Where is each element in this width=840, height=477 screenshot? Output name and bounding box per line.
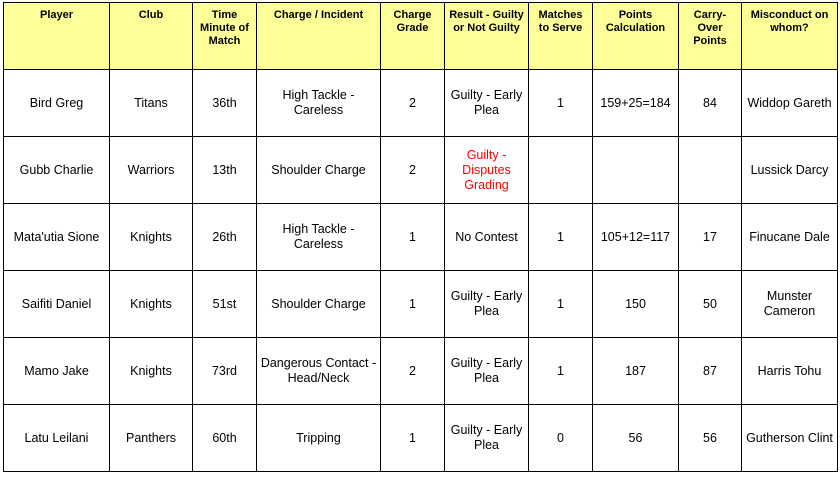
header-charge-incident: Charge / Incident — [257, 3, 381, 70]
header-charge-grade: Charge Grade — [381, 3, 445, 70]
cell-points-calc — [593, 137, 679, 204]
cell-charge: Dangerous Contact - Head/Neck — [257, 338, 381, 405]
cell-minute: 73rd — [193, 338, 257, 405]
cell-result: Guilty - Early Plea — [445, 271, 529, 338]
cell-minute: 36th — [193, 70, 257, 137]
cell-club: Panthers — [110, 405, 193, 472]
cell-player: Mamo Jake — [4, 338, 110, 405]
cell-matches: 1 — [529, 338, 593, 405]
header-club: Club — [110, 3, 193, 70]
cell-grade: 2 — [381, 70, 445, 137]
cell-charge: High Tackle - Careless — [257, 70, 381, 137]
cell-minute: 26th — [193, 204, 257, 271]
cell-result: Guilty - Early Plea — [445, 70, 529, 137]
cell-misconduct-on: Munster Cameron — [742, 271, 838, 338]
cell-misconduct-on: Harris Tohu — [742, 338, 838, 405]
cell-club: Knights — [110, 338, 193, 405]
cell-grade: 1 — [381, 271, 445, 338]
cell-matches: 1 — [529, 204, 593, 271]
header-player: Player — [4, 3, 110, 70]
cell-charge: Shoulder Charge — [257, 137, 381, 204]
cell-carry-over: 50 — [679, 271, 742, 338]
cell-club: Knights — [110, 204, 193, 271]
cell-charge: High Tackle - Careless — [257, 204, 381, 271]
cell-result: No Contest — [445, 204, 529, 271]
cell-points-calc: 187 — [593, 338, 679, 405]
cell-matches — [529, 137, 593, 204]
header-misconduct-on-whom: Misconduct on whom? — [742, 3, 838, 70]
cell-carry-over: 17 — [679, 204, 742, 271]
cell-points-calc: 56 — [593, 405, 679, 472]
cell-player: Latu Leilani — [4, 405, 110, 472]
table-row — [4, 338, 838, 405]
cell-matches: 0 — [529, 405, 593, 472]
cell-player: Mata'utia Sione — [4, 204, 110, 271]
cell-result-highlighted: Guilty - Disputes Grading — [445, 137, 529, 204]
cell-minute: 60th — [193, 405, 257, 472]
cell-charge: Tripping — [257, 405, 381, 472]
cell-result: Guilty - Early Plea — [445, 338, 529, 405]
header-time-minute: Time Minute of Match — [193, 3, 257, 70]
cell-player: Saifiti Daniel — [4, 271, 110, 338]
cell-club: Knights — [110, 271, 193, 338]
header-matches-to-serve: Matches to Serve — [529, 3, 593, 70]
cell-carry-over: 56 — [679, 405, 742, 472]
cell-charge: Shoulder Charge — [257, 271, 381, 338]
header-row — [4, 3, 838, 70]
cell-player: Bird Greg — [4, 70, 110, 137]
cell-club: Warriors — [110, 137, 193, 204]
cell-minute: 13th — [193, 137, 257, 204]
cell-points-calc: 150 — [593, 271, 679, 338]
cell-misconduct-on: Finucane Dale — [742, 204, 838, 271]
cell-misconduct-on: Lussick Darcy — [742, 137, 838, 204]
judiciary-charges-table — [3, 2, 838, 472]
cell-grade: 1 — [381, 204, 445, 271]
table-row — [4, 70, 838, 137]
cell-minute: 51st — [193, 271, 257, 338]
cell-misconduct-on: Widdop Gareth — [742, 70, 838, 137]
table-row — [4, 405, 838, 472]
table-row — [4, 204, 838, 271]
table-row — [4, 137, 838, 204]
cell-result: Guilty - Early Plea — [445, 405, 529, 472]
cell-points-calc: 159+25=184 — [593, 70, 679, 137]
header-carry-over-points: Carry-Over Points — [679, 3, 742, 70]
cell-misconduct-on: Gutherson Clint — [742, 405, 838, 472]
table-row — [4, 271, 838, 338]
cell-player: Gubb Charlie — [4, 137, 110, 204]
cell-carry-over — [679, 137, 742, 204]
cell-carry-over: 87 — [679, 338, 742, 405]
header-result: Result - Guilty or Not Guilty — [445, 3, 529, 70]
cell-grade: 1 — [381, 405, 445, 472]
cell-points-calc: 105+12=117 — [593, 204, 679, 271]
cell-club: Titans — [110, 70, 193, 137]
cell-matches: 1 — [529, 70, 593, 137]
cell-grade: 2 — [381, 137, 445, 204]
cell-carry-over: 84 — [679, 70, 742, 137]
cell-grade: 2 — [381, 338, 445, 405]
cell-matches: 1 — [529, 271, 593, 338]
header-points-calculation: Points Calculation — [593, 3, 679, 70]
